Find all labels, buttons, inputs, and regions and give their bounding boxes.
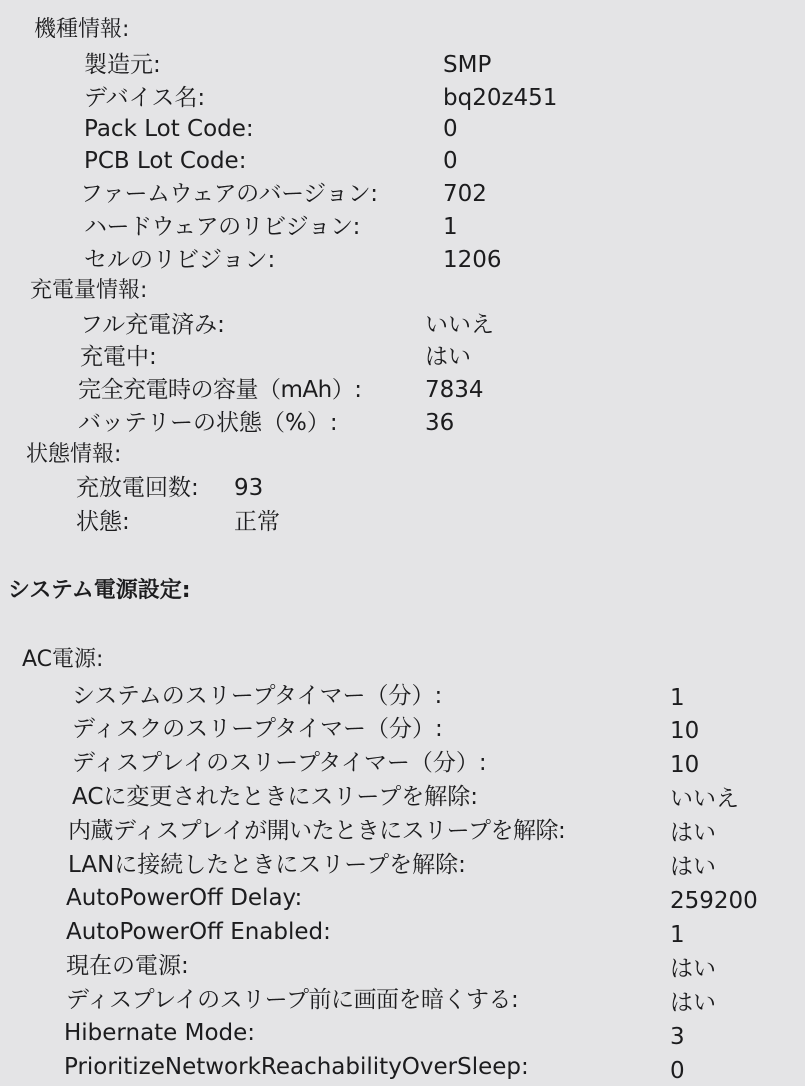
full-charge-capacity-label: 完全充電時の容量（mAh）: [78,377,362,403]
display-sleep-timer-label: ディスプレイのスリープタイマー（分）: [72,750,487,776]
wake-on-ac-change-label: ACに変更されたときにスリープを解除: [72,784,478,810]
pcb-lot-code-value: 0 [443,148,458,174]
autopoweroff-delay-label: AutoPowerOff Delay: [66,885,303,911]
fully-charged-value: いいえ [425,312,494,338]
hibernate-mode-value: 3 [670,1024,685,1050]
disk-sleep-timer-label: ディスクのスリープタイマー（分）: [72,716,443,742]
pack-lot-code-label: Pack Lot Code: [84,116,254,142]
wake-on-clamshell-open-label: 内蔵ディスプレイが開いたときにスリープを解除: [68,818,566,844]
prioritize-network-reachability-label: PrioritizeNetworkReachabilityOverSleep: [64,1054,529,1080]
system-sleep-timer-label: システムのスリープタイマー（分）: [72,683,443,709]
cycle-count-label: 充放電回数: [76,475,199,501]
display-dim-value: はい [670,990,716,1016]
health-info-heading: 状態情報: [26,442,122,467]
wake-on-clamshell-open-value: はい [670,820,716,846]
pack-lot-code-value: 0 [443,116,458,142]
wake-on-lan-value: はい [670,854,716,880]
autopoweroff-enabled-value: 1 [670,922,685,948]
display-sleep-timer-value: 10 [670,752,700,778]
cell-revision-value: 1206 [443,247,502,273]
cell-revision-label: セルのリビジョン: [84,247,276,273]
charging-value: はい [425,344,471,370]
manufacturer-label: 製造元: [84,52,161,78]
wake-on-lan-label: LANに接続したときにスリープを解除: [68,852,466,878]
ac-power-heading: AC電源: [22,647,104,672]
battery-health-value: 36 [425,410,455,436]
charge-info-heading: 充電量情報: [30,278,148,303]
current-power-source-label: 現在の電源: [66,953,189,979]
device-name-label: デバイス名: [84,85,206,111]
charging-label: 充電中: [80,344,157,370]
condition-label: 状態: [76,509,130,535]
hardware-revision-value: 1 [443,214,458,240]
hibernate-mode-label: Hibernate Mode: [64,1020,256,1046]
device-name-value: bq20z451 [443,85,558,111]
cycle-count-value: 93 [234,475,264,501]
system-power-heading: システム電源設定: [8,578,191,603]
autopoweroff-enabled-label: AutoPowerOff Enabled: [66,919,331,945]
system-sleep-timer-value: 1 [670,685,685,711]
prioritize-network-reachability-value: 0 [670,1058,685,1084]
condition-value: 正常 [234,509,280,535]
firmware-version-value: 702 [443,181,487,207]
display-dim-label: ディスプレイのスリープ前に画面を暗くする: [66,987,519,1013]
pcb-lot-code-label: PCB Lot Code: [84,148,247,174]
firmware-version-label: ファームウェアのバージョン: [80,181,378,207]
hardware-revision-label: ハードウェアのリビジョン: [84,214,360,240]
current-power-source-value: はい [670,956,716,982]
full-charge-capacity-value: 7834 [425,377,484,403]
battery-health-label: バッテリーの状態（%）: [78,410,338,436]
autopoweroff-delay-value: 259200 [670,888,758,914]
manufacturer-value: SMP [443,52,492,78]
wake-on-ac-change-value: いいえ [670,786,739,812]
disk-sleep-timer-value: 10 [670,718,700,744]
fully-charged-label: フル充電済み: [80,312,225,338]
model-info-heading: 機種情報: [34,17,130,42]
